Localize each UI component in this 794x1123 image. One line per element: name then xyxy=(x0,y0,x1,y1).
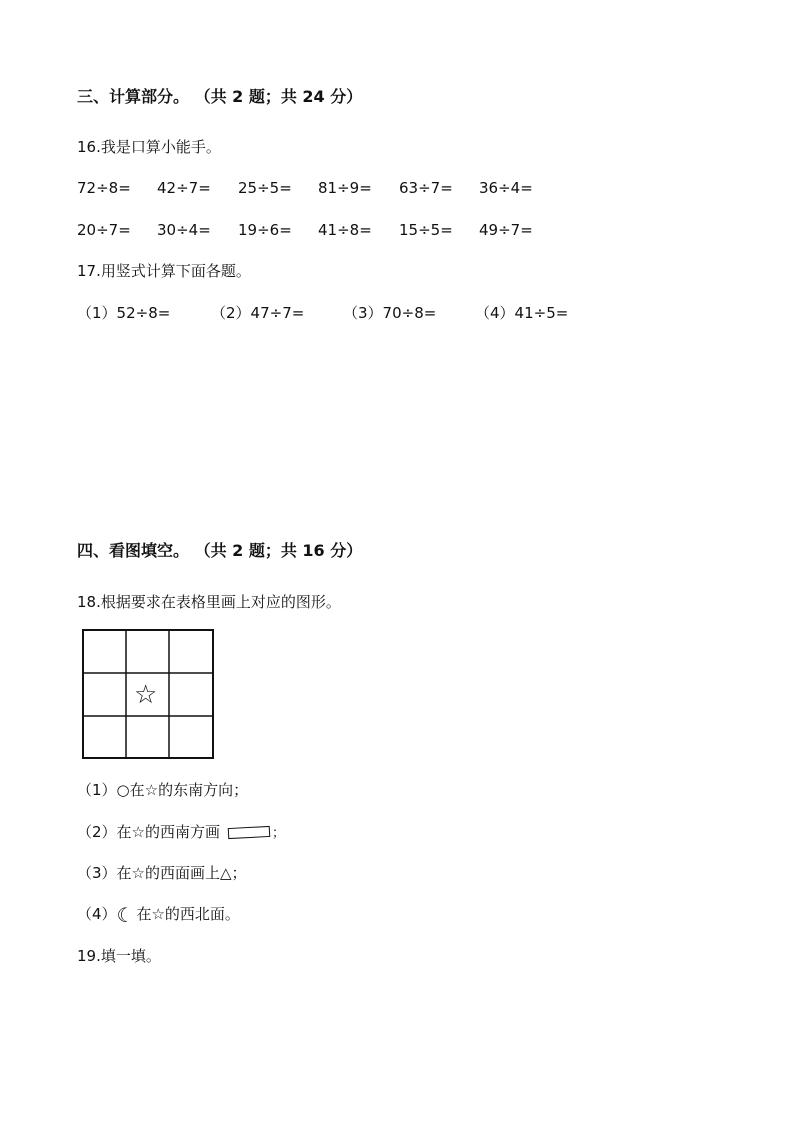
q16-item: 19÷6= xyxy=(238,221,292,239)
item-text: 在☆的西南方画 xyxy=(116,823,220,841)
section-4-title: 四、看图填空。 （共 2 题；共 16 分） xyxy=(77,541,363,560)
item-text: 在☆的西北面。 xyxy=(136,905,240,923)
question-18-prompt: 18.根据要求在表格里画上对应的图形。 xyxy=(77,593,341,611)
question-16-prompt: 16.我是口算小能手。 xyxy=(77,138,221,156)
q18-item-4 xyxy=(77,904,240,925)
q17-item: （1）52÷8= xyxy=(77,304,171,322)
item-prefix: （3） xyxy=(77,864,117,882)
q18-item-3 xyxy=(77,863,247,883)
moon-icon: ☾ xyxy=(116,902,135,927)
item-text: ○在☆的东南方向； xyxy=(116,781,249,799)
item-prefix: （2） xyxy=(77,823,117,841)
q16-item: 36÷4= xyxy=(479,179,533,197)
q16-item: 72÷8= xyxy=(77,179,131,197)
rectangle-icon xyxy=(228,826,271,839)
q16-item: 30÷4= xyxy=(157,221,211,239)
q17-item: （4）41÷5= xyxy=(475,304,569,322)
q16-item: 49÷7= xyxy=(479,221,533,239)
item-prefix: （1） xyxy=(77,781,117,799)
q17-item: （3）70÷8= xyxy=(343,304,437,322)
section-3-title: 三、计算部分。 （共 2 题；共 24 分） xyxy=(77,87,363,106)
item-text: 在☆的西面画上△； xyxy=(116,864,247,882)
q16-item: 25÷5= xyxy=(238,179,292,197)
q18-item-2 xyxy=(77,822,285,844)
q18-item-1 xyxy=(77,780,248,800)
q17-item: （2）47÷7= xyxy=(211,304,305,322)
question-17-prompt: 17.用竖式计算下面各题。 xyxy=(77,262,251,280)
q16-item: 81÷9= xyxy=(318,179,372,197)
q16-item: 15÷5= xyxy=(399,221,453,239)
item-prefix: （4） xyxy=(77,905,117,923)
star-icon: ☆ xyxy=(134,680,158,710)
q16-item: 41÷8= xyxy=(318,221,372,239)
item-suffix: ； xyxy=(272,826,286,841)
q16-item: 20÷7= xyxy=(77,221,131,239)
q16-item: 63÷7= xyxy=(399,179,453,197)
q16-item: 42÷7= xyxy=(157,179,211,197)
question-19-prompt: 19.填一填。 xyxy=(77,947,161,965)
